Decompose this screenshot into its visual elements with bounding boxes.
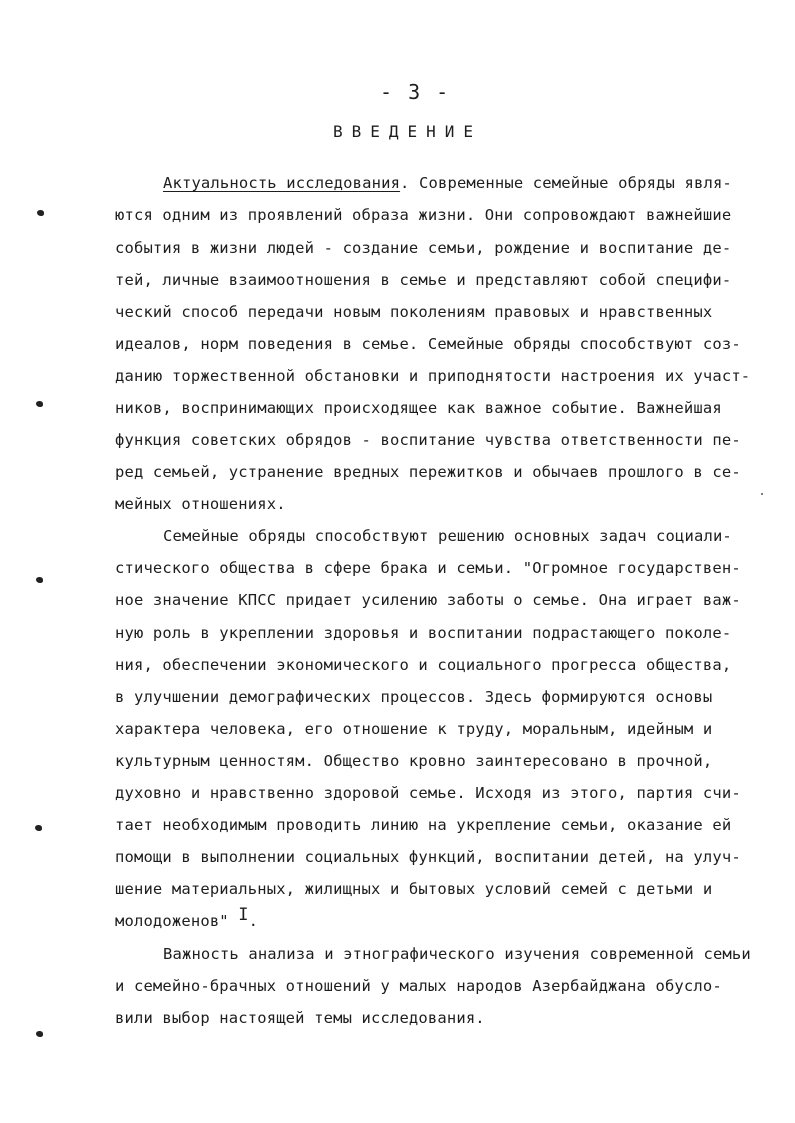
paragraph-2-line: культурным ценностям. Общество кровно заинтересовано в прочной, bbox=[115, 752, 713, 770]
paragraph-1-line: тей, личные взаимоотношения в семье и представляют собой специфи- bbox=[115, 271, 732, 289]
paragraph-1-line-1-rest: . Современные семейные обряды явля- bbox=[400, 174, 732, 192]
paragraph-1-line: ческий способ передачи новым поколениям правовых и нравственных bbox=[115, 303, 713, 321]
paragraph-2-line: характера человека, его отношение к труду, моральным, идейным и bbox=[115, 720, 713, 738]
scan-mark bbox=[36, 401, 43, 407]
paragraph-2-line: ное значение КПСС придает усилению заботы о семье. Она играет важ- bbox=[115, 591, 741, 609]
paragraph-2-line: ния, обеспечении экономического и социального прогресса общества, bbox=[115, 656, 732, 674]
paragraph-2-line: молодоженов" bbox=[115, 912, 229, 930]
paragraph-2-line: помощи в выполнении социальных функций, воспитании детей, на улуч- bbox=[115, 848, 741, 866]
paragraph-1-line: события в жизни людей - создание семьи, рождение и воспитание де- bbox=[115, 239, 732, 257]
paragraph-1-lead-term: Актуальность исследования bbox=[163, 174, 401, 192]
paragraph-2-line: тает необходимым проводить линию на укрепление семьи, оказание ей bbox=[115, 816, 732, 834]
paragraph-1-line: данию торжественной обстановки и приподнятости настроения их участ- bbox=[115, 367, 751, 385]
paragraph-3-line: вили выбор настоящей темы исследования. bbox=[115, 1009, 485, 1027]
paragraph-1-line-1 bbox=[163, 173, 732, 193]
paragraph-2-line: Семейные обряды способствуют решению основных задач социали- bbox=[163, 527, 732, 545]
paragraph-2-last-line bbox=[115, 905, 259, 931]
paragraph-1-line: ются одним из проявлений образа жизни. Они сопровождают важнейшие bbox=[115, 206, 732, 224]
paragraph-1-line: ников, воспринимающих происходящее как важное событие. Важнейшая bbox=[115, 399, 722, 417]
paragraph-2-line: духовно и нравственно здоровой семье. Исходя из этого, партия счи- bbox=[115, 784, 741, 802]
paragraph-1-line: мейных отношениях. bbox=[115, 495, 286, 513]
paragraph-3-line: и семейно-брачных отношений у малых народов Азербайджана обусло- bbox=[115, 977, 722, 995]
scan-mark bbox=[36, 577, 43, 583]
scan-mark bbox=[37, 210, 44, 216]
paragraph-2-line: стического общества в сфере брака и семьи. "Огромное государствен- bbox=[115, 559, 741, 577]
paragraph-1-line: ред семьей, устранение вредных пережитков и обычаев прошлого в се- bbox=[115, 463, 741, 481]
scan-mark bbox=[36, 1031, 43, 1037]
paragraph-1-line: функция советских обрядов - воспитание чувства ответственности пе- bbox=[115, 431, 741, 449]
page-number: - 3 - bbox=[380, 80, 451, 104]
paragraph-2-end-period: . bbox=[248, 912, 259, 930]
scan-speck bbox=[761, 493, 763, 495]
section-heading: ВВЕДЕНИЕ bbox=[333, 122, 483, 141]
paragraph-2-line: ную роль в укреплении здоровья и воспитании подрастающего поколе- bbox=[115, 624, 732, 642]
paragraph-1-line: идеалов, норм поведения в семье. Семейные обряды способствуют соз- bbox=[115, 335, 741, 353]
paragraph-2-line: шение материальных, жилищных и бытовых условий семей с детьми и bbox=[115, 880, 713, 898]
footnote-marker: I bbox=[238, 905, 249, 925]
paragraph-2-line: в улучшении демографических процессов. Здесь формируются основы bbox=[115, 688, 713, 706]
scan-mark bbox=[35, 825, 42, 831]
paragraph-3-line: Важность анализа и этнографического изучения современной семьи bbox=[163, 945, 751, 963]
